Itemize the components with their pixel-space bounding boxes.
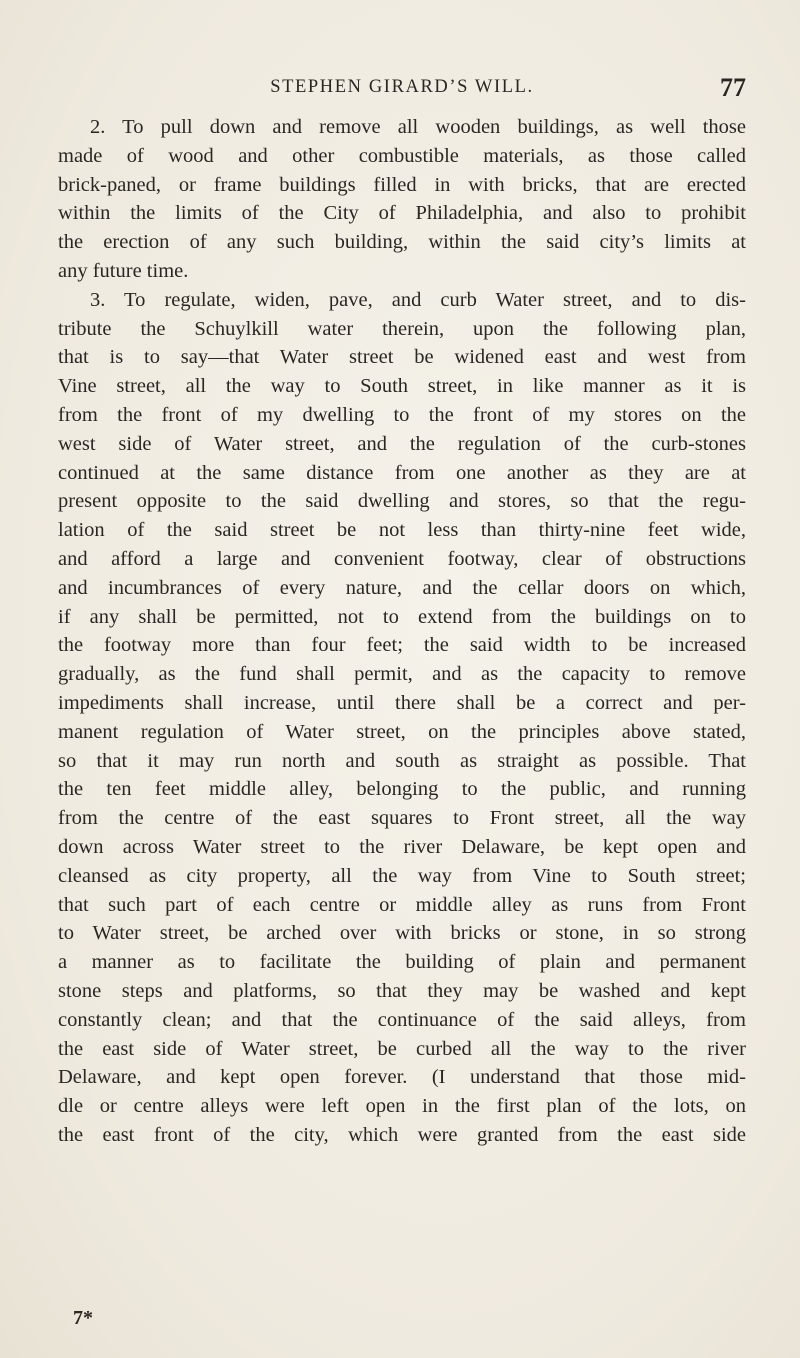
text-line: so that it may run north and south as straight as possible. That — [58, 749, 746, 772]
text-line: 2. To pull down and remove all wooden buildings, as well those — [90, 116, 746, 138]
text-line: the east front of the city, which were granted from the east side — [58, 1123, 746, 1146]
text-line: the ten feet middle alley, belonging to the public, and running — [58, 778, 746, 801]
text-line: Vine street, all the way to South street, in like manner as it is — [58, 375, 746, 398]
text-line: and incumbrances of every nature, and the cellar doors on which, — [58, 576, 746, 599]
text-line: present opposite to the said dwelling and stores, so that the regu- — [58, 490, 746, 513]
text-line: that is to say—that Water street be widened east and west from — [58, 346, 746, 369]
text-line: from the front of my dwelling to the front of my stores on the — [58, 403, 746, 426]
text-line: dle or centre alleys were left open in the first plan of the lots, on — [58, 1095, 746, 1118]
text-line: continued at the same distance from one another as they are at — [58, 461, 746, 484]
text-line: brick-paned, or frame buildings filled in with bricks, that are erected — [58, 173, 746, 196]
text-line: cleansed as city property, all the way from Vine to South street; — [58, 864, 746, 887]
text-line: any future time. — [58, 259, 189, 282]
text-line: tribute the Schuylkill water therein, upon the following plan, — [58, 317, 746, 340]
text-line: within the limits of the City of Philadelphia, and also to prohibit — [58, 202, 746, 225]
text-line: a manner as to facilitate the building of plain and permanent — [58, 951, 746, 974]
text-line: 3. To regulate, widen, pave, and curb Water street, and to dis- — [90, 288, 746, 311]
body-text — [58, 113, 746, 1150]
text-line: stone steps and platforms, so that they may be washed and kept — [58, 979, 746, 1002]
text-line: the east side of Water street, be curbed all the way to the river — [58, 1037, 746, 1060]
text-line: Delaware, and kept open forever. (I understand that those mid- — [58, 1066, 746, 1089]
text-line: west side of Water street, and the regulation of the curb-stones — [58, 432, 746, 455]
text-line: constantly clean; and that the continuance of the said alleys, from — [58, 1008, 746, 1031]
page-header — [58, 73, 746, 107]
text-line: gradually, as the fund shall permit, and as the capacity to remove — [58, 663, 746, 686]
running-head: STEPHEN GIRARD’S WILL. — [270, 77, 534, 97]
text-line: if any shall be permitted, not to extend from the buildings on to — [58, 605, 746, 628]
text-line: made of wood and other combustible materials, as those called — [58, 144, 746, 167]
page-number: 77 — [720, 73, 746, 102]
text-line: down across Water street to the river Delaware, be kept open and — [58, 835, 746, 858]
signature-mark: 7* — [73, 1307, 93, 1329]
text-line: the erection of any such building, within the said city’s limits at — [58, 231, 746, 254]
text-line: and afford a large and convenient footway, clear of obstructions — [58, 547, 746, 570]
text-line: to Water street, be arched over with bricks or stone, in so strong — [58, 922, 746, 945]
text-line: the footway more than four feet; the said width to be increased — [58, 634, 746, 657]
text-line: manent regulation of Water street, on the principles above stated, — [58, 720, 746, 743]
text-line: from the centre of the east squares to Front street, all the way — [58, 807, 746, 830]
text-line: that such part of each centre or middle alley as runs from Front — [58, 893, 746, 916]
text-line: lation of the said street be not less than thirty-nine feet wide, — [58, 519, 746, 542]
text-line: impediments shall increase, until there shall be a correct and per- — [58, 691, 746, 714]
